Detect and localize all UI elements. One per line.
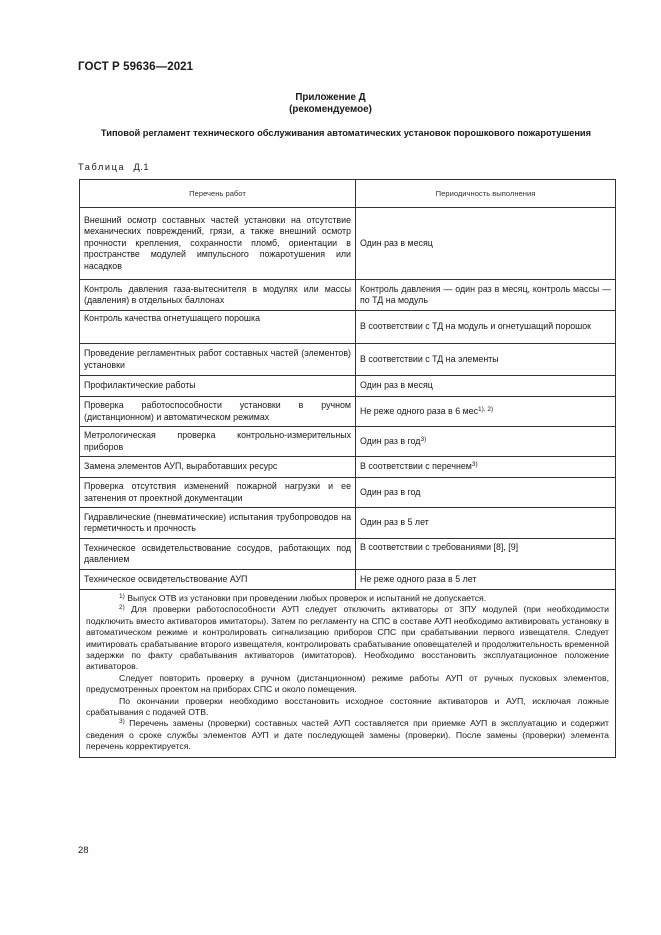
footnote <box>86 673 609 696</box>
footnote-ref: 1), 2) <box>478 405 494 413</box>
table-header-row <box>80 180 616 208</box>
work-cell: Внешний осмотр составных частей установки на отсутствие механических повреждений, грязи, а также внешний осмотр прочности крепления, сохранности пломб, ориентации в пространстве модулей импульсного пожаротушения или насадков <box>80 208 356 280</box>
footnote <box>86 718 609 752</box>
table-row <box>80 539 616 570</box>
table-notes <box>80 590 616 758</box>
table-row <box>80 208 616 280</box>
maintenance-table <box>79 179 616 758</box>
footnote-mark: 1) <box>119 593 125 600</box>
footnote-ref: 3) <box>471 461 478 469</box>
period-text: Не реже одного раза в 6 мес <box>360 405 479 416</box>
page-number: 28 <box>78 845 89 856</box>
period-text: В соответствии с перечнем <box>360 461 472 472</box>
work-cell: Замена элементов АУП, выработавших ресурс <box>80 457 356 478</box>
table-row <box>80 508 616 539</box>
work-cell: Техническое освидетельствование сосудов, работающих под давлением <box>80 539 356 570</box>
annex-status: (рекомендуемое) <box>289 104 372 115</box>
annex-title: Приложение Д <box>295 92 366 103</box>
column-header-works: Перечень работ <box>80 180 356 208</box>
table-row <box>80 344 616 376</box>
table-row <box>80 280 616 311</box>
document-heading: Типовой регламент технического обслуживания автоматических установок порошкового пожаротушения <box>100 128 592 138</box>
footnote-text: Следует повторить проверку в ручном (дистанционном) режиме работы АУП от ручных пусковых элементов, предусмотренных проектом на приборах СПС и около помещения. <box>86 672 609 695</box>
period-cell: В соответствии с ТД на элементы <box>356 344 616 376</box>
table-row <box>80 376 616 397</box>
period-cell <box>356 397 616 427</box>
table-row <box>80 570 616 590</box>
period-cell: Один раз в год <box>356 478 616 508</box>
period-cell: Контроль давления — один раз в месяц, контроль массы — по ТД на модуль <box>356 280 616 311</box>
work-cell: Контроль давления газа-вытеснителя в модулях или массы (давления) в отдельных баллонах <box>80 280 356 311</box>
footnote-text: По окончании проверки необходимо восстановить исходное состояние активаторов и АУП, исключая ложные срабатывания с подачей ОТВ. <box>86 695 609 718</box>
period-text: Один раз в год <box>360 435 421 446</box>
period-cell <box>356 427 616 457</box>
table-row <box>80 427 616 457</box>
table-row <box>80 397 616 427</box>
footnote-text: Перечень замены (проверки) составных частей АУП составляется при приемке АУП в эксплуатацию и содержит сведения о сроке службы элементов АУП и дате последующей замены (проверки). После замены (проверки) элемента перечень корректируется. <box>86 718 609 752</box>
period-cell: Один раз в месяц <box>356 376 616 397</box>
work-cell: Метрологическая проверка контрольно-измерительных приборов <box>80 427 356 457</box>
period-cell: Один раз в 5 лет <box>356 508 616 539</box>
work-cell: Проверка отсутствия изменений пожарной нагрузки и ее затенения от проектной документации <box>80 478 356 508</box>
period-cell: Один раз в месяц <box>356 208 616 280</box>
footnote <box>86 604 609 672</box>
work-cell: Техническое освидетельствование АУП <box>80 570 356 590</box>
period-cell <box>356 457 616 478</box>
period-cell: В соответствии с ТД на модуль и огнетушащий порошок <box>356 311 616 344</box>
table-caption-word: Таблица <box>78 162 126 172</box>
footnote-mark: 2) <box>119 604 125 612</box>
period-cell: В соответствии с требованиями [8], [9] <box>356 539 616 570</box>
footnote-text: Для проверки работоспособности АУП следует отключить активаторы от ЗПУ модулей (при необходимости подключить вместо активаторов имитаторы). Затем по регламенту на СПС в составе АУП необходимо активировать установку в автоматическом режиме и контролировать сигнализацию приборов СПС при срабатывании первого извещателя. Следует имитировать срабатывание второго извещателя, контролировать срабатывание оповещателей и продолжительность временной задержки по факту срабатывания активаторов (имитаторов). Необходимо восстановить эксплуатационное положение активаторов. <box>86 604 609 672</box>
table-row <box>80 478 616 508</box>
footnote <box>86 593 609 604</box>
work-cell: Профилактические работы <box>80 376 356 397</box>
table-row <box>80 457 616 478</box>
work-cell: Проведение регламентных работ составных частей (элементов) установки <box>80 344 356 376</box>
footnote-ref: 3) <box>420 435 427 443</box>
table-caption-number: Д.1 <box>133 162 149 172</box>
column-header-period: Периодичность выполнения <box>356 180 616 208</box>
period-cell: Не реже одного раза в 5 лет <box>356 570 616 590</box>
footnote-mark: 3) <box>119 718 125 726</box>
table-row <box>80 311 616 344</box>
table-notes-row <box>80 590 616 758</box>
work-cell: Проверка работоспособности установки в ручном (дистанционном) и автоматическом режимах <box>80 397 356 427</box>
work-cell: Контроль качества огнетушащего порошка <box>80 311 356 344</box>
work-cell: Гидравлические (пневматические) испытания трубопроводов на герметичность и прочность <box>80 508 356 539</box>
footnote-text: Выпуск ОТВ из установки при проведении любых проверок и испытаний не допускается. <box>124 593 487 603</box>
standard-code: ГОСТ Р 59636—2021 <box>78 61 194 73</box>
footnote <box>86 696 609 719</box>
table-caption <box>78 162 149 172</box>
